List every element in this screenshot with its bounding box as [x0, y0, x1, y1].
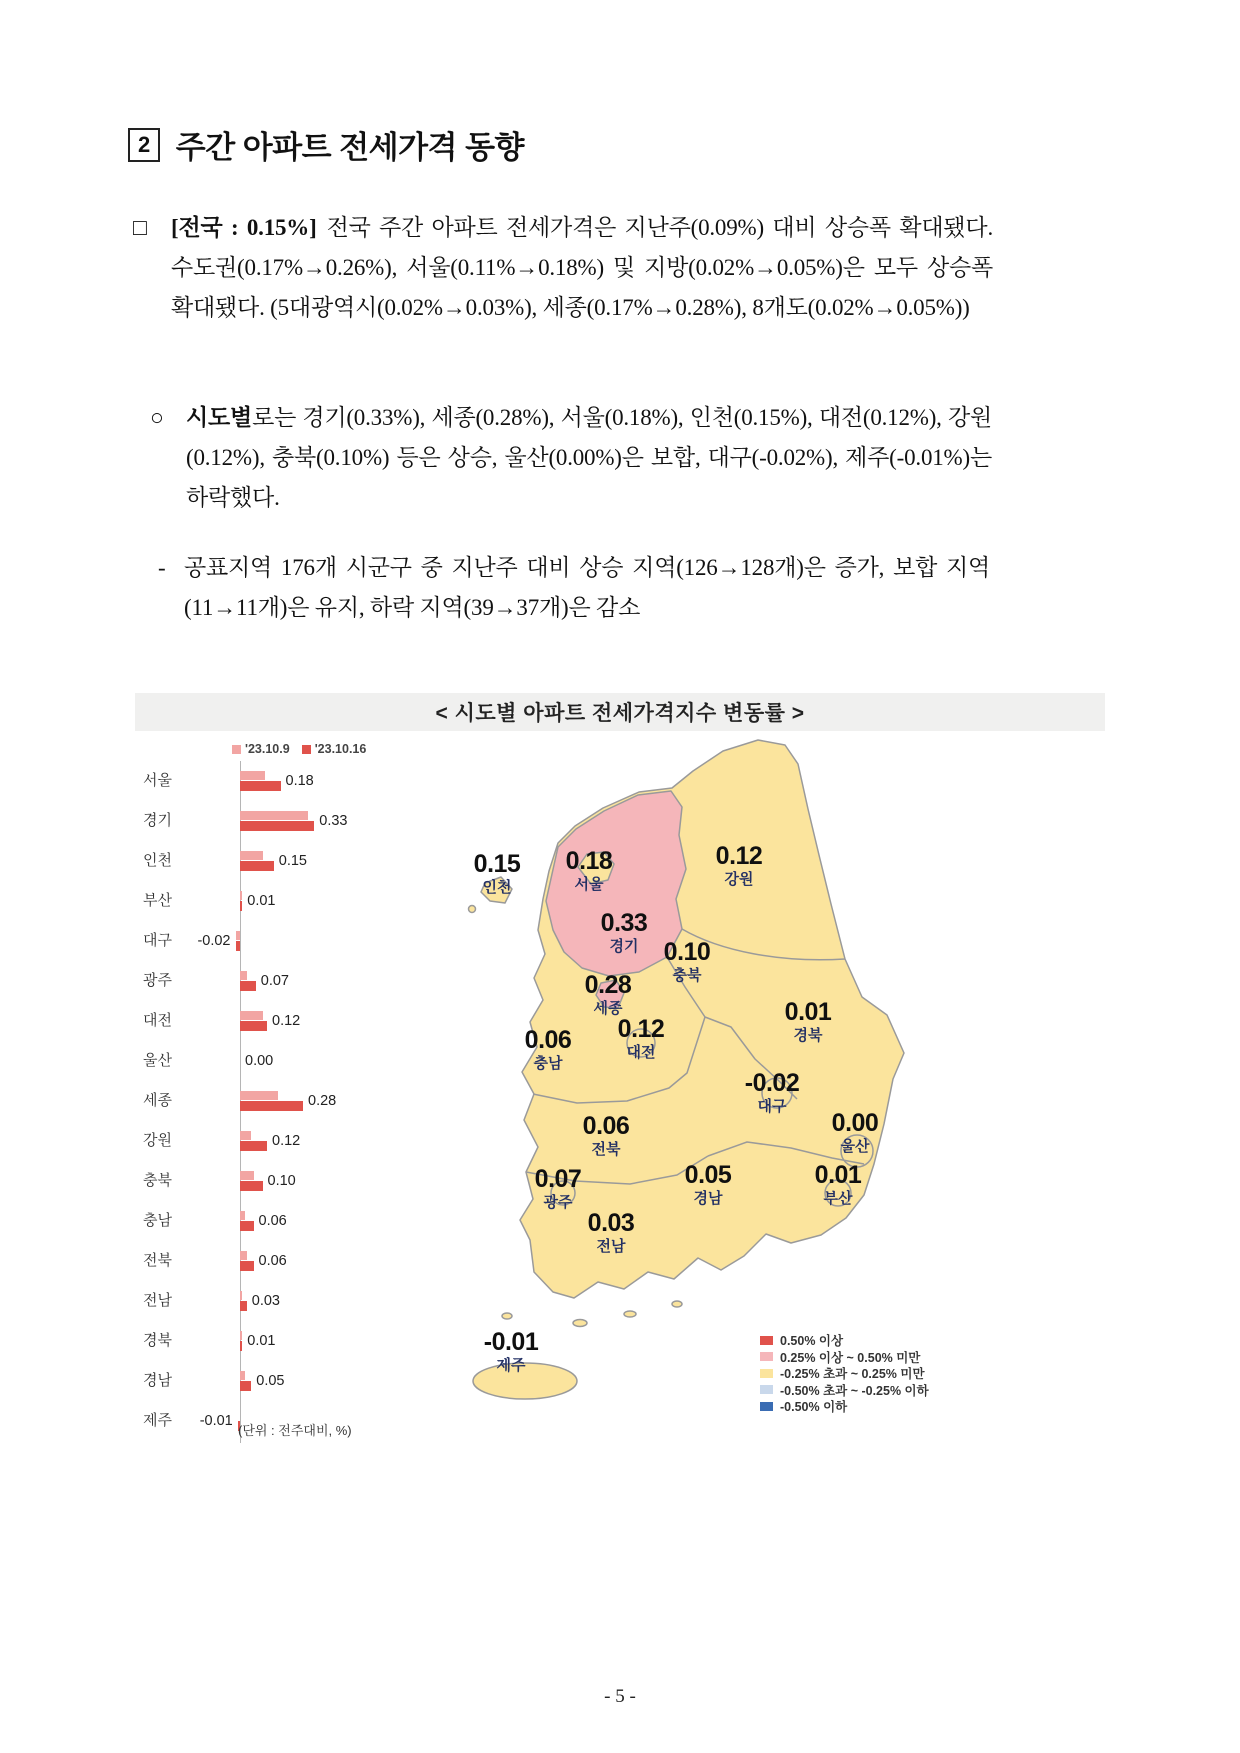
map-legend-row	[760, 1349, 929, 1366]
paragraph-regions-count	[158, 548, 990, 628]
map-legend-row	[760, 1365, 929, 1382]
bar-value-label: -0.01	[199, 1413, 233, 1429]
bar-category-label: 강원	[143, 1132, 172, 1149]
paragraph-sido	[150, 398, 992, 518]
bar-category-label: 경기	[143, 812, 172, 829]
map-region-name: 울산	[840, 1138, 870, 1155]
bar-category-label: 충북	[143, 1172, 172, 1189]
circle-bullet-icon: ○	[150, 405, 164, 430]
map-label	[815, 1162, 862, 1208]
map-label	[685, 1162, 732, 1208]
map-value: -0.02	[744, 1069, 800, 1097]
map-legend-label: 0.25% 이상 ~ 0.50% 미만	[780, 1350, 921, 1365]
bar-row	[143, 1081, 425, 1121]
bar-category-label: 광주	[143, 972, 172, 989]
bar-curr	[240, 1341, 242, 1351]
map-region-name: 전북	[591, 1141, 621, 1158]
bar-prev	[240, 1011, 263, 1020]
map-islet	[502, 1313, 512, 1319]
bar-value-label: 0.03	[251, 1293, 280, 1309]
map-label	[716, 843, 763, 889]
bar-category-label: 제주	[143, 1412, 172, 1429]
bar-row	[143, 1321, 425, 1361]
map-region-name: 세종	[593, 1000, 623, 1017]
section-title-text: 주간 아파트 전세가격 동향	[175, 130, 524, 165]
bar-row	[143, 1241, 425, 1281]
bar-area	[223, 1281, 425, 1321]
map-region-name: 서울	[574, 876, 604, 893]
map-legend-swatch-icon	[760, 1402, 773, 1411]
paragraph-national-text	[171, 208, 993, 328]
map-label	[601, 910, 648, 956]
bar-category-label: 부산	[143, 892, 172, 909]
bar-value-label: 0.05	[256, 1373, 285, 1389]
bar-prev	[240, 851, 263, 860]
bar-area	[197, 921, 425, 961]
bar-category-label: 전남	[143, 1292, 172, 1309]
map-legend-row	[760, 1382, 929, 1399]
map-region-name: 경북	[793, 1027, 823, 1044]
bar-value-label: 0.10	[267, 1173, 296, 1189]
legend-swatch-curr-icon	[302, 745, 311, 754]
map-region-name: 경기	[609, 938, 639, 955]
bar-area	[223, 761, 425, 801]
map-value: -0.01	[483, 1328, 539, 1356]
bar-row	[143, 1281, 425, 1321]
page-title	[128, 122, 524, 167]
unit-note: (단위 : 전주대비, %)	[238, 1423, 352, 1438]
figure-title: < 시도별 아파트 전세가격지수 변동률 >	[135, 693, 1105, 731]
bar-prev	[240, 1331, 242, 1340]
map-value: 0.05	[684, 1161, 732, 1189]
bar-row	[143, 1361, 425, 1401]
bar-prev	[240, 771, 265, 780]
bar-chart-rows	[143, 761, 425, 1441]
map-value: 0.12	[715, 842, 763, 870]
bar-row	[143, 1201, 425, 1241]
map-region-name: 강원	[724, 871, 754, 888]
bar-category-label: 전북	[143, 1252, 172, 1269]
bar-prev	[236, 931, 241, 940]
bar-area	[223, 841, 425, 881]
bar-area	[223, 1201, 425, 1241]
bar-chart-legend	[232, 737, 425, 761]
bar-prev	[240, 1251, 247, 1260]
map-label	[535, 1166, 582, 1212]
bar-row	[143, 881, 425, 921]
bar-area	[223, 1361, 425, 1401]
map-label	[585, 972, 632, 1018]
paragraph-regions-count-text	[184, 548, 990, 628]
figure-section	[135, 693, 1105, 1466]
bar-area	[223, 881, 425, 921]
bar-prev	[240, 1091, 278, 1100]
map-legend	[760, 1332, 929, 1415]
bar-curr	[240, 1101, 303, 1111]
bar-value-label: 0.01	[247, 1333, 276, 1349]
bar-value-label: 0.15	[278, 853, 307, 869]
paragraph-sido-text	[186, 398, 992, 518]
bar-value-label: 0.28	[308, 1093, 337, 1109]
bar-prev	[240, 1211, 245, 1220]
bar-curr	[236, 941, 241, 951]
korea-map	[425, 731, 1105, 1451]
map-legend-label: 0.50% 이상	[780, 1334, 844, 1349]
bar-prev	[240, 1291, 242, 1300]
map-region-name: 경남	[693, 1190, 723, 1207]
map-legend-label: -0.25% 초과 ~ 0.25% 미만	[780, 1367, 925, 1382]
bar-category-label: 세종	[143, 1092, 172, 1109]
bar-row	[143, 921, 425, 961]
bar-category-label: 대전	[143, 1012, 172, 1029]
bar-area	[223, 801, 425, 841]
map-legend-swatch-icon	[760, 1385, 773, 1394]
legend-label-prev: '23.10.9	[245, 742, 290, 756]
bar-area	[223, 1121, 425, 1161]
map-islet	[573, 1320, 587, 1327]
map-value: 0.03	[587, 1209, 635, 1237]
bar-area	[223, 1241, 425, 1281]
bar-row	[143, 1041, 425, 1081]
bar-curr	[240, 1021, 267, 1031]
map-region-name: 충남	[533, 1055, 563, 1072]
map-label	[618, 1016, 665, 1062]
bar-row	[143, 1161, 425, 1201]
bar-prev	[240, 891, 242, 900]
map-region-name: 광주	[543, 1194, 573, 1211]
bar-curr	[240, 1301, 247, 1311]
bar-curr	[240, 981, 256, 991]
bar-value-label: 0.07	[260, 973, 289, 989]
map-region-name: 인천	[482, 879, 512, 896]
map-region-name: 대전	[626, 1044, 656, 1061]
bar-curr	[240, 861, 274, 871]
map-label	[566, 848, 613, 894]
bar-curr	[240, 1381, 251, 1391]
bar-category-label: 경북	[143, 1332, 172, 1349]
map-legend-swatch-icon	[760, 1352, 773, 1361]
bar-value-label: 0.01	[247, 893, 276, 909]
map-region-name: 전남	[596, 1238, 626, 1255]
bar-prev	[240, 811, 308, 820]
bar-row	[143, 841, 425, 881]
map-value: 0.18	[565, 847, 613, 875]
map-value: 0.01	[814, 1161, 862, 1189]
bar-category-label: 서울	[143, 772, 172, 789]
map-legend-label: -0.50% 초과 ~ -0.25% 이하	[780, 1383, 929, 1398]
map-islet	[624, 1311, 636, 1317]
map-legend-row	[760, 1332, 929, 1349]
bar-curr	[240, 781, 281, 791]
bar-area	[223, 1041, 425, 1081]
map-value: 0.15	[473, 850, 521, 878]
bar-value-label: 0.12	[272, 1013, 301, 1029]
bar-chart	[143, 737, 425, 1449]
bar-curr	[240, 821, 314, 831]
map-region-name: 부산	[823, 1190, 853, 1207]
bar-value-label: 0.18	[285, 773, 314, 789]
map-label	[832, 1110, 879, 1156]
bar-category-label: 대구	[143, 932, 172, 949]
paragraph-sido-body: 로는 경기(0.33%), 세종(0.28%), 서울(0.18%), 인천(0.15%), 대전(0.12%), 강원(0.12%), 충북(0.10%) 등은 상승, 울산(0.00%)은 보합, 대구(-0.02%), 제주(-0.01%)는 하락했다.	[186, 405, 992, 510]
map-label	[588, 1210, 635, 1256]
bar-category-label: 충남	[143, 1212, 172, 1229]
bar-value-label: 0.06	[258, 1213, 287, 1229]
bar-row	[143, 961, 425, 1001]
bar-value-label: -0.02	[197, 933, 231, 949]
map-value: 0.07	[534, 1165, 582, 1193]
bar-curr	[240, 1261, 254, 1271]
map-value: 0.00	[831, 1109, 879, 1137]
map-value: 0.06	[582, 1112, 630, 1140]
map-region-name: 충북	[672, 967, 702, 984]
bar-prev	[240, 1131, 251, 1140]
bar-value-label: 0.00	[245, 1053, 274, 1069]
bar-area	[223, 961, 425, 1001]
bar-value-label: 0.06	[258, 1253, 287, 1269]
map-label	[785, 999, 832, 1045]
map-incheon-islet	[469, 906, 476, 913]
bar-curr	[240, 1221, 254, 1231]
dash-bullet-icon: -	[158, 555, 166, 580]
map-label	[484, 1329, 538, 1375]
square-bullet-icon: □	[133, 215, 147, 240]
map-region-name: 대구	[757, 1098, 787, 1115]
bar-prev	[240, 971, 247, 980]
legend-label-curr: '23.10.16	[314, 742, 367, 756]
map-value: 0.33	[600, 909, 648, 937]
bar-row	[143, 761, 425, 801]
bar-prev	[240, 1171, 254, 1180]
bar-row	[143, 801, 425, 841]
page-number: - 5 -	[604, 1686, 636, 1707]
map-islet	[672, 1301, 682, 1307]
map-label	[745, 1070, 799, 1116]
bar-value-label: 0.12	[272, 1133, 301, 1149]
bar-row	[143, 1001, 425, 1041]
bar-category-label: 인천	[143, 852, 172, 869]
paragraph-national	[133, 208, 993, 328]
map-value: 0.06	[524, 1026, 572, 1054]
map-label	[664, 939, 711, 985]
legend-swatch-prev-icon	[232, 745, 241, 754]
bar-category-label: 경남	[143, 1372, 172, 1389]
paragraph-regions-count-body: 공표지역 176개 시군구 중 지난주 대비 상승 지역(126→128개)은 증가, 보합 지역(11→11개)은 유지, 하락 지역(39→37개)은 감소	[184, 555, 990, 620]
map-label	[525, 1027, 572, 1073]
section-number-box: 2	[128, 128, 160, 162]
bar-curr	[240, 901, 242, 911]
bar-area	[223, 1161, 425, 1201]
bar-row	[143, 1121, 425, 1161]
bar-area	[223, 1081, 425, 1121]
bar-area	[223, 1001, 425, 1041]
bar-prev	[240, 1371, 245, 1380]
bar-value-label: 0.33	[319, 813, 348, 829]
paragraph-national-lead: [전국 : 0.15%]	[171, 215, 317, 240]
map-legend-swatch-icon	[760, 1369, 773, 1378]
map-legend-label: -0.50% 이하	[780, 1400, 848, 1415]
map-legend-swatch-icon	[760, 1336, 773, 1345]
map-legend-row	[760, 1398, 929, 1415]
map-label	[474, 851, 521, 897]
bar-curr	[240, 1141, 267, 1151]
bar-area	[223, 1321, 425, 1361]
map-value: 0.12	[617, 1015, 665, 1043]
paragraph-national-body: 전국 주간 아파트 전세가격은 지난주(0.09%) 대비 상승폭 확대됐다. 수도권(0.17%→0.26%), 서울(0.11%→0.18%) 및 지방(0.02%→0.05%)은 모두 상승폭 확대됐다. (5대광역시(0.02%→0.03%), 세종(0.17%→0.28%), 8개도(0.02%→0.05%))	[171, 215, 993, 320]
figure-body	[135, 731, 1105, 1466]
paragraph-sido-lead: 시도별	[186, 405, 253, 430]
bar-category-label: 울산	[143, 1052, 172, 1069]
map-value: 0.01	[784, 998, 832, 1026]
map-region-name: 제주	[496, 1357, 526, 1374]
map-label	[583, 1113, 630, 1159]
bar-curr	[240, 1181, 263, 1191]
map-value: 0.10	[663, 938, 711, 966]
map-value: 0.28	[584, 971, 632, 999]
